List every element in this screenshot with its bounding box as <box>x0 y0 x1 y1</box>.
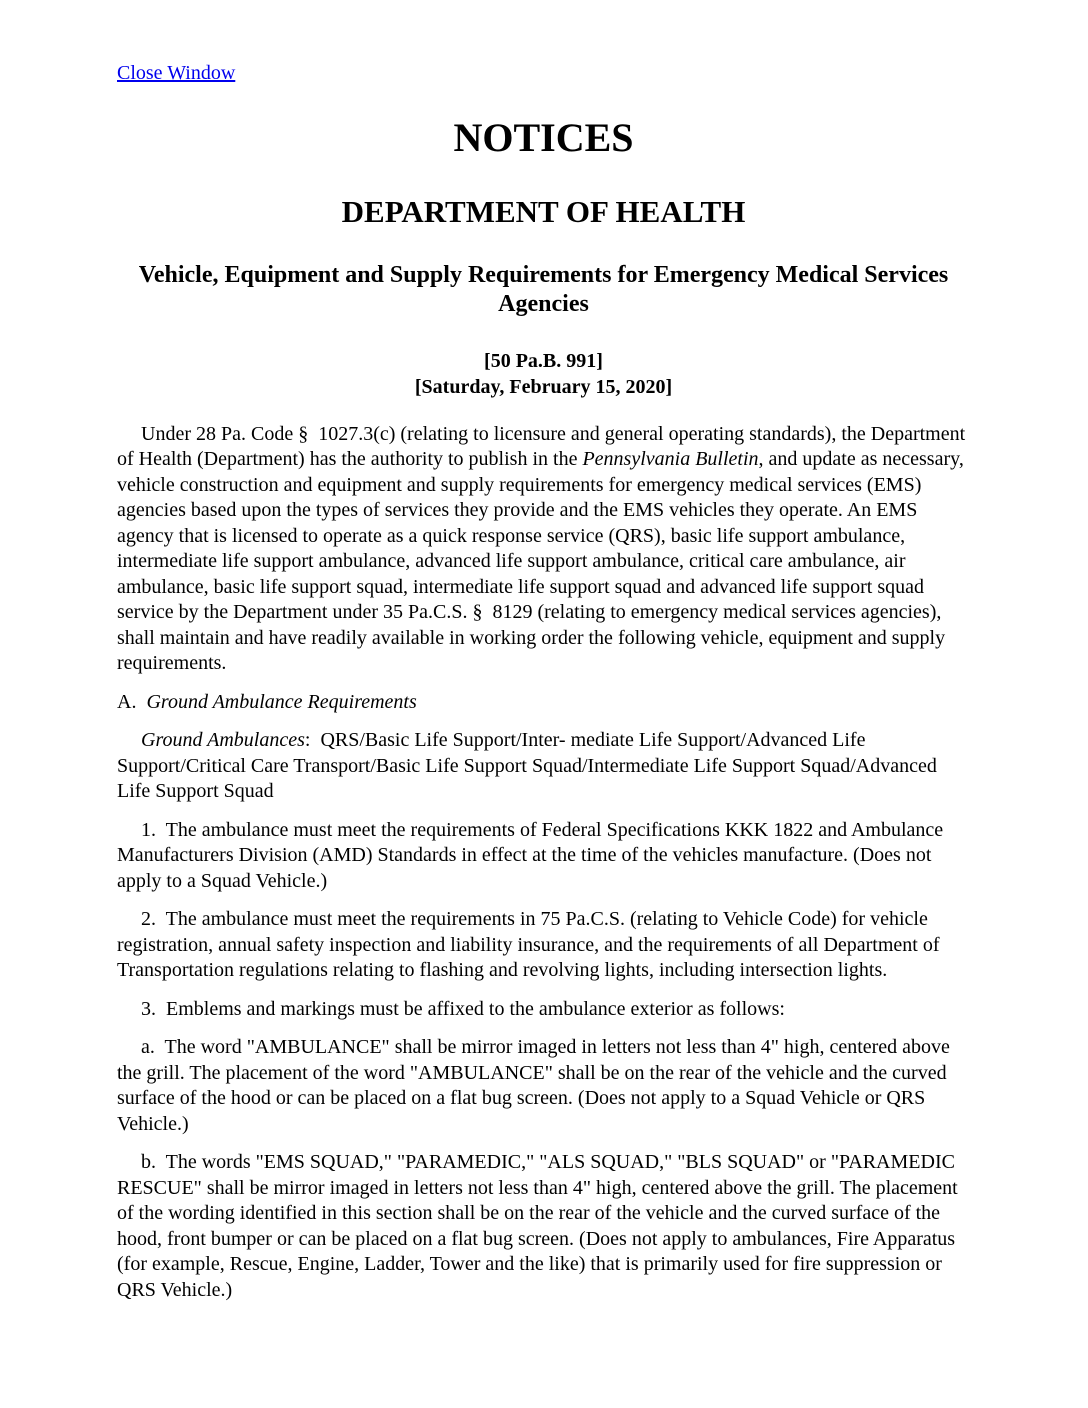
intro-text-after-italic: , and update as necessary, vehicle construction and equipment and supply requirements for emergency medical services (EMS) agencies based upon the types of services they provide and the EMS vehicles they operate. An EMS agency that is licensed to operate as a quick response service (QRS), basic life support ambulance, intermediate life support ambulance, advanced life support ambulance, critical care ambulance, air ambulance, basic life support squad, intermediate life support squad and advanced life support squad service by the Department under 35 Pa.C.S. § 8129 (relating to emergency medical services agencies), shall maintain and have readily available in working order the following vehicle, equipment and supply requirements. <box>117 448 969 675</box>
pennsylvania-bulletin-italic: Pennsylvania Bulletin <box>582 448 759 471</box>
requirement-item-3b: b. The words "EMS SQUAD," "PARAMEDIC," "ALS SQUAD," "BLS SQUAD" or "PARAMEDIC RESCUE" shall be mirror imaged in letters not less than 4" high, centered above the grill. The placement of the wording identified in this section shall be on the rear of the vehicle and the curved surface of the hood, front bumper or can be placed on a flat bug screen. (Does not apply to ambulances, Fire Apparatus (for example, Rescue, Engine, Ladder, Tower and the like) that is primarily used for fire suppression or QRS Vehicle.) <box>117 1151 963 1301</box>
document-body <box>117 422 970 1304</box>
ground-ambulances-italic: Ground Ambulances <box>141 729 305 752</box>
intro-text-before-italic: Under 28 Pa. Code § 1027.3(c) (relating to licensure and general operating standards), the Department of Health (Department) has the authority to publish in the <box>117 422 971 471</box>
intro-paragraph <box>117 422 970 677</box>
document-title: Vehicle, Equipment and Supply Requirements for Emergency Medical Services Agencies <box>138 261 949 317</box>
ground-ambulances-list: : QRS/Basic Life Support/Inter- mediate Life Support/Advanced Life Support/Critical Care Transport/Basic Life Support Squad/Intermediate Life Support Squad/Advanced Life Support Squad <box>117 729 942 803</box>
requirement-item-3a: a. The word "AMBULANCE" shall be mirror imaged in letters not less than 4" high, centered above the grill. The placement of the word "AMBULANCE" shall be on the rear of the vehicle and the curved surface of the hood or can be placed on a flat bug screen. (Does not apply to a Squad Vehicle or QRS Vehicle.) <box>117 1036 955 1135</box>
bulletin-citation: [50 Pa.B. 991] <box>484 349 603 372</box>
section-a-label: A. <box>117 690 147 713</box>
requirement-item-1: 1. The ambulance must meet the requirements of Federal Specifications KKK 1822 and Ambulance Manufacturers Division (AMD) Standards in effect at the time of the vehicles manufacture. (Does not apply to a Squad Vehicle.) <box>117 818 949 892</box>
requirement-item-2: 2. The ambulance must meet the requirements in 75 Pa.C.S. (relating to Vehicle Code) for vehicle registration, annual safety inspection and liability insurance, and the requirements of all Department of Transportation regulations relating to flashing and revolving lights, including intersection lights. <box>117 908 945 982</box>
department-heading: DEPARTMENT OF HEALTH <box>341 193 746 229</box>
bulletin-citation-block <box>117 348 970 400</box>
close-window-link[interactable]: Close Window <box>117 62 236 84</box>
bulletin-date: [Saturday, February 15, 2020] <box>414 375 673 398</box>
requirement-item-3: 3. Emblems and markings must be affixed to the ambulance exterior as follows: <box>141 997 785 1020</box>
notices-section-heading: NOTICES <box>453 115 634 160</box>
section-a-heading <box>117 690 970 716</box>
section-a-title-italic: Ground Ambulance Requirements <box>146 690 417 713</box>
ground-ambulances-paragraph <box>117 728 970 805</box>
